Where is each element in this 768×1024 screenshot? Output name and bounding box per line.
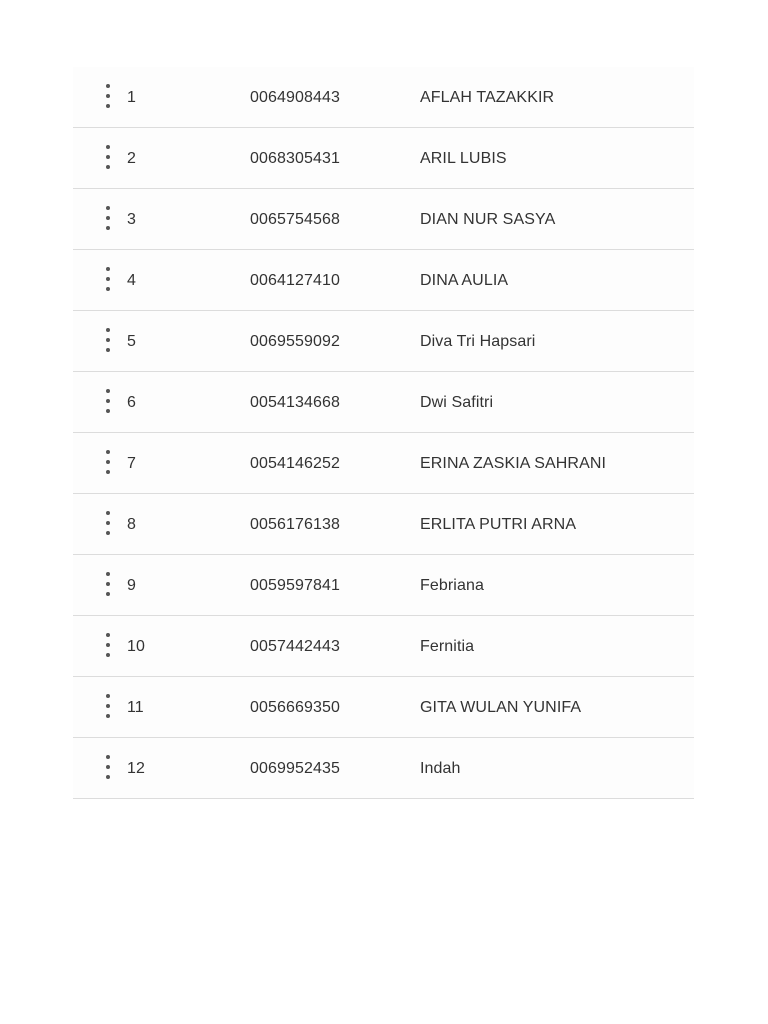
student-name: Fernitia (420, 638, 475, 655)
more-vertical-icon[interactable] (101, 750, 115, 786)
student-name: Febriana (420, 577, 484, 594)
menu-dot (106, 155, 110, 159)
menu-dot (106, 765, 110, 769)
menu-dot (106, 521, 110, 525)
menu-dot (106, 572, 110, 576)
menu-dot (106, 277, 110, 281)
more-vertical-icon[interactable] (101, 262, 115, 298)
student-id: 0068305431 (250, 150, 340, 167)
more-vertical-icon[interactable] (101, 445, 115, 481)
menu-dot (106, 714, 110, 718)
more-vertical-icon[interactable] (101, 384, 115, 420)
student-id: 0057442443 (250, 638, 340, 655)
more-vertical-icon[interactable] (101, 567, 115, 603)
student-name: ARIL LUBIS (420, 150, 507, 167)
student-name: GITA WULAN YUNIFA (420, 699, 582, 716)
student-id: 0054146252 (250, 455, 340, 472)
student-id: 0059597841 (250, 577, 340, 594)
row-number: 4 (127, 272, 136, 289)
table-row (73, 738, 694, 799)
student-name: DINA AULIA (420, 272, 509, 289)
row-number: 11 (127, 699, 144, 716)
menu-dot (106, 582, 110, 586)
student-name: ERLITA PUTRI ARNA (420, 516, 577, 533)
menu-dot (106, 267, 110, 271)
menu-dot (106, 338, 110, 342)
menu-dot (106, 226, 110, 230)
table-row (73, 555, 694, 616)
student-id: 0064127410 (250, 272, 340, 289)
menu-dot (106, 653, 110, 657)
more-vertical-icon[interactable] (101, 140, 115, 176)
row-number: 7 (127, 455, 136, 472)
student-id: 0069559092 (250, 333, 340, 350)
student-name: Dwi Safitri (420, 394, 494, 411)
menu-dot (106, 694, 110, 698)
more-vertical-icon[interactable] (101, 201, 115, 237)
menu-dot (106, 104, 110, 108)
more-vertical-icon[interactable] (101, 628, 115, 664)
row-number: 6 (127, 394, 136, 411)
table-row (73, 250, 694, 311)
menu-dot (106, 633, 110, 637)
student-id: 0056669350 (250, 699, 340, 716)
table-row (73, 677, 694, 738)
table-row (73, 67, 694, 128)
table-row (73, 494, 694, 555)
menu-dot (106, 755, 110, 759)
menu-dot (106, 84, 110, 88)
row-number: 3 (127, 211, 136, 228)
menu-dot (106, 470, 110, 474)
student-name: DIAN NUR SASYA (420, 211, 556, 228)
student-id: 0065754568 (250, 211, 340, 228)
row-number: 8 (127, 516, 136, 533)
student-id: 0069952435 (250, 760, 340, 777)
more-vertical-icon[interactable] (101, 506, 115, 542)
menu-dot (106, 704, 110, 708)
table-row (73, 433, 694, 494)
student-id: 0054134668 (250, 394, 340, 411)
student-id: 0056176138 (250, 516, 340, 533)
menu-dot (106, 511, 110, 515)
row-number: 5 (127, 333, 136, 350)
menu-dot (106, 460, 110, 464)
row-number: 12 (127, 760, 145, 777)
table-row (73, 128, 694, 189)
table-row (73, 372, 694, 433)
table-row (73, 311, 694, 372)
menu-dot (106, 216, 110, 220)
menu-dot (106, 328, 110, 332)
table-row (73, 616, 694, 677)
menu-dot (106, 348, 110, 352)
row-number: 1 (127, 89, 136, 106)
student-name: AFLAH TAZAKKIR (420, 89, 555, 106)
menu-dot (106, 592, 110, 596)
row-number: 9 (127, 577, 136, 594)
menu-dot (106, 145, 110, 149)
menu-dot (106, 165, 110, 169)
menu-dot (106, 643, 110, 647)
menu-dot (106, 287, 110, 291)
menu-dot (106, 531, 110, 535)
menu-dot (106, 206, 110, 210)
student-name: Diva Tri Hapsari (420, 333, 536, 350)
row-number: 10 (127, 638, 145, 655)
menu-dot (106, 775, 110, 779)
menu-dot (106, 450, 110, 454)
menu-dot (106, 399, 110, 403)
student-table (73, 67, 694, 799)
row-number: 2 (127, 150, 136, 167)
menu-dot (106, 409, 110, 413)
student-name: Indah (420, 760, 461, 777)
more-vertical-icon[interactable] (101, 323, 115, 359)
menu-dot (106, 389, 110, 393)
menu-dot (106, 94, 110, 98)
student-id: 0064908443 (250, 89, 340, 106)
more-vertical-icon[interactable] (101, 79, 115, 115)
student-name: ERINA ZASKIA SAHRANI (420, 455, 607, 472)
table-row (73, 189, 694, 250)
more-vertical-icon[interactable] (101, 689, 115, 725)
